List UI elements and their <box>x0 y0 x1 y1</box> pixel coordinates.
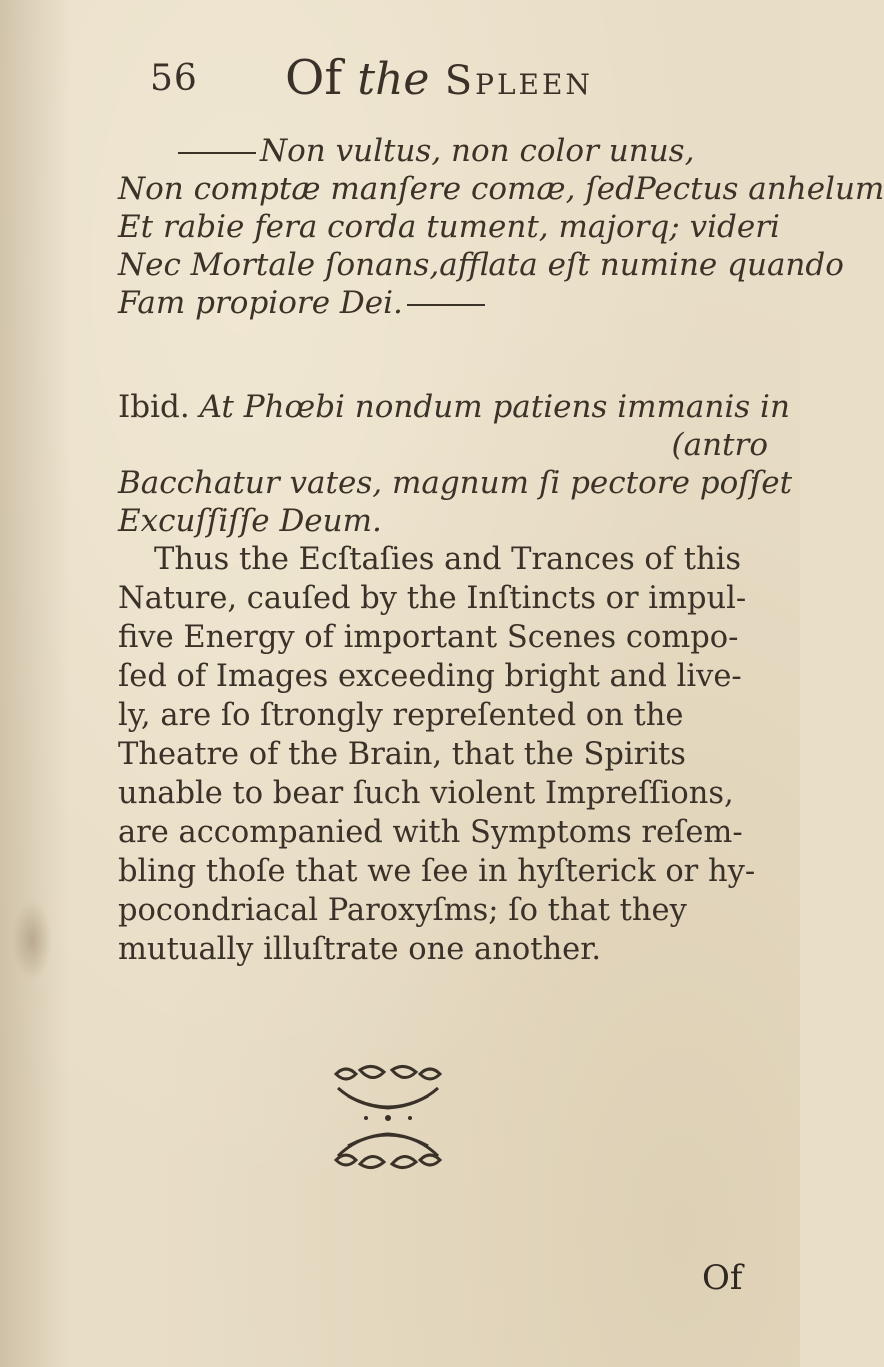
running-head-spleen: Spleen <box>444 58 593 104</box>
quote-line: Non comptæ manſere comæ, ſedPectus anhelum <box>118 171 884 207</box>
quote-line <box>118 284 778 322</box>
body-line: unable to bear ſuch violent Impreſſions, <box>118 776 734 811</box>
body-line: are accompanied with Symptoms reſem- <box>118 815 743 850</box>
body-line: mutually illuſtrate one another. <box>118 932 602 967</box>
paper-stain <box>12 900 52 980</box>
ibid-line: Bacchatur vates, magnum ſi pectore poſſet <box>118 465 793 501</box>
latin-quotation <box>118 132 884 322</box>
dash-rule <box>178 152 256 154</box>
body-paragraph <box>118 540 778 969</box>
body-line: five Energy of important Scenes compo- <box>118 620 739 655</box>
running-head <box>285 50 593 106</box>
quote-line-text: Fam propiore Dei. <box>118 285 403 321</box>
page-header <box>150 40 750 110</box>
ibid-text: At Phœbi nondum patiens immanis in <box>199 389 790 425</box>
printers-ornament-icon <box>318 1060 458 1170</box>
quote-line-text: Non vultus, non color unus, <box>260 133 695 169</box>
quote-line: Nec Mortale ſonans,afflata eſt numine quando <box>118 247 844 283</box>
dash-rule <box>407 304 485 306</box>
catchword: Of <box>702 1258 743 1298</box>
body-line: Nature, cauſed by the Inſtincts or impul- <box>118 581 747 616</box>
ibid-label: Ibid. <box>118 389 190 425</box>
running-head-of: Of <box>285 50 343 106</box>
running-head-the: the <box>357 54 430 105</box>
ibid-line: Excuſſiſſe Deum. <box>118 503 382 539</box>
ibid-line <box>118 388 790 426</box>
ibid-line: (antro <box>671 427 768 463</box>
body-line: pocondriacal Paroxyſms; ſo that they <box>118 893 687 928</box>
gutter-shadow <box>0 0 70 1367</box>
page-number: 56 <box>150 58 198 99</box>
ibid-quotation <box>118 388 793 540</box>
body-line: Thus the Ecſtaſies and Trances of this <box>154 542 742 577</box>
quote-line <box>118 132 778 170</box>
body-line: ſed of Images exceeding bright and live- <box>118 659 742 694</box>
body-line: bling thoſe that we ſee in hyſterick or hy- <box>118 854 756 889</box>
quote-line: Et rabie fera corda tument, majorq; videri <box>118 209 780 245</box>
body-line: ly, are ſo ſtrongly repreſented on the <box>118 698 684 733</box>
body-line: Theatre of the Brain, that the Spirits <box>118 737 686 772</box>
